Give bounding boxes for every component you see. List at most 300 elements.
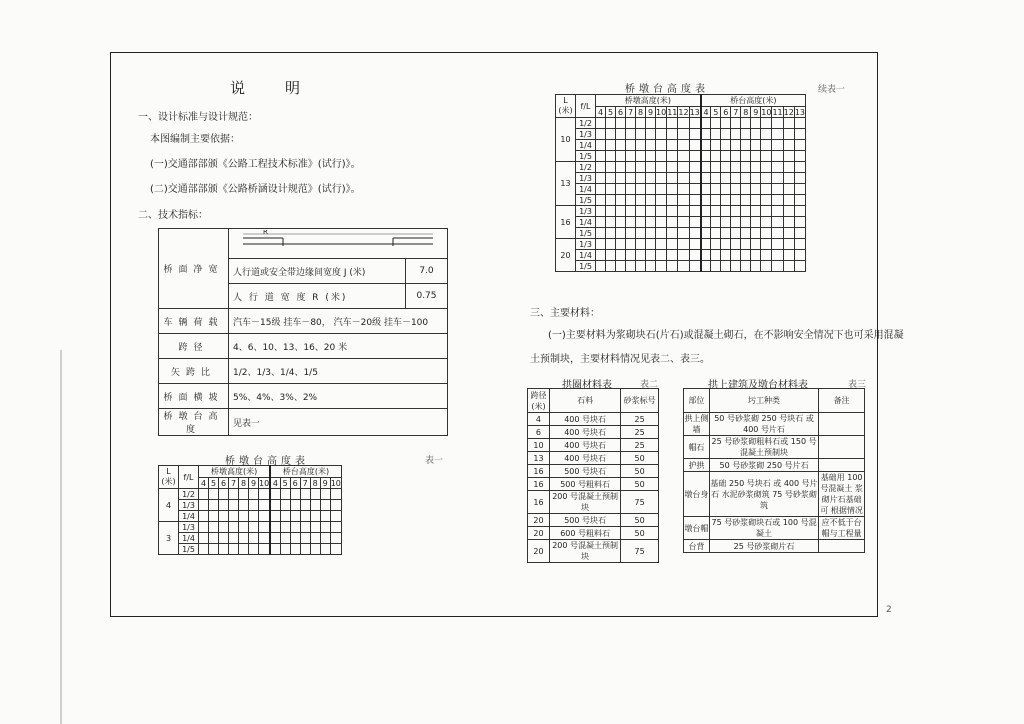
- grid-cell: [721, 129, 731, 140]
- grid-cell: [626, 195, 636, 206]
- grid-cell: [626, 118, 636, 129]
- tech-deck-width-sub2-value: 0.75: [406, 284, 448, 309]
- table-cell: 10: [528, 439, 550, 452]
- grid-cell: [701, 217, 711, 228]
- grid-cell: [239, 522, 249, 533]
- grid-cell: [711, 250, 721, 261]
- tech-label-load: 车辆荷载: [159, 309, 229, 334]
- table-cell: 75: [621, 540, 659, 563]
- grid-cell: [616, 162, 626, 173]
- grid-cell: [259, 489, 271, 500]
- grid-cell: [636, 140, 646, 151]
- tech-label-rise: 矢跨比: [159, 359, 229, 384]
- grid-cell: [678, 184, 689, 195]
- grid-cell: [280, 522, 290, 533]
- grid-ratio-cell: 1/2: [576, 162, 596, 173]
- grid-cell: [689, 217, 701, 228]
- grid-cell: [701, 162, 711, 173]
- grid-col-height: 13: [794, 107, 805, 117]
- grid-col-height: 10: [330, 478, 341, 488]
- table-cell: 25: [621, 413, 659, 426]
- grid-cell: [636, 129, 646, 140]
- grid-cell: [646, 228, 656, 239]
- table-row: [684, 459, 865, 472]
- grid-cell: [794, 140, 805, 151]
- grid-cell: [596, 206, 606, 217]
- table-cell: 50 号砂浆砌 250 号片石: [709, 459, 818, 472]
- grid-cell: [667, 195, 678, 206]
- grid-cell: [616, 206, 626, 217]
- table-row: [528, 413, 659, 426]
- grid-cell: [626, 184, 636, 195]
- grid-cell: [751, 250, 761, 261]
- grid-cell: [721, 239, 731, 250]
- grid-cell: [199, 522, 209, 533]
- grid-cell: [656, 173, 667, 184]
- grid-cell: [731, 250, 741, 261]
- grid-cell: [721, 151, 731, 162]
- grid-cell: [320, 544, 330, 555]
- tech-value-span: 4、6、10、13、16、20 米: [229, 334, 448, 359]
- grid-cell: [270, 500, 280, 511]
- grid-cell: [606, 184, 616, 195]
- grid-cell: [626, 217, 636, 228]
- grid-cell: [689, 228, 701, 239]
- grid-cell: [330, 511, 341, 522]
- grid-cell: [249, 544, 259, 555]
- grid-cell: [794, 118, 805, 129]
- grid-cell: [606, 217, 616, 228]
- table2-arch-materials: [527, 388, 659, 563]
- grid-cell: [636, 217, 646, 228]
- grid-cell: [636, 162, 646, 173]
- grid-col-height: 6: [721, 107, 731, 118]
- grid-ratio-cell: 1/5: [576, 261, 596, 272]
- grid-cell: [794, 206, 805, 217]
- grid-cell: [310, 489, 320, 500]
- grid-col-height: 5: [711, 107, 721, 118]
- grid-col-height: 5: [280, 478, 290, 489]
- grid-cell: [229, 522, 239, 533]
- grid-cell: [656, 118, 667, 129]
- grid-cell: [678, 261, 689, 272]
- grid-cell: [701, 118, 711, 129]
- table-cell: 拱上侧墙: [684, 414, 709, 434]
- table1-left-title: 桥墩台高度表: [225, 456, 309, 467]
- grid-cell: [772, 250, 783, 261]
- table-cell: 75: [621, 491, 659, 514]
- grid-cell: [667, 250, 678, 261]
- grid-ratio-cell: 1/5: [179, 544, 199, 555]
- grid-cell: [701, 228, 711, 239]
- grid-cell: [701, 195, 711, 206]
- grid-cell: [772, 129, 783, 140]
- grid-cell: [741, 195, 751, 206]
- grid-cell: [761, 206, 772, 217]
- grid-cell: [701, 151, 711, 162]
- grid-cell: [701, 239, 711, 250]
- grid-cell: [320, 511, 330, 522]
- table-row: [684, 472, 865, 517]
- table3-title: 拱上建筑及墩台材料表: [708, 380, 808, 391]
- section-3-para-b: 土预制块，主要材料情况见表二、表三。: [530, 354, 710, 365]
- grid-cell: [678, 173, 689, 184]
- grid-cell: [636, 250, 646, 261]
- grid-cell: [259, 533, 271, 544]
- grid-cell: [667, 162, 678, 173]
- table-cell: 25 号砂浆砌粗料石或 150 号混凝土预制块: [709, 436, 818, 459]
- grid-ratio-cell: 1/3: [576, 206, 596, 217]
- grid-col-height: 10: [656, 107, 667, 117]
- grid-cell: [667, 228, 678, 239]
- grid-cell: [310, 511, 320, 522]
- table-cell: 50 号砂浆砌 250 号块石 或 400 号片石: [709, 413, 818, 436]
- table-cell: 墩台帽: [684, 517, 710, 540]
- grid-cell: [751, 217, 761, 228]
- grid-cell: [596, 261, 606, 272]
- grid-cell: [783, 173, 794, 184]
- table-cell: 16: [528, 491, 550, 514]
- grid-cell: [741, 173, 751, 184]
- grid-cell: [646, 239, 656, 250]
- table1-left-grid: [158, 465, 342, 555]
- grid-header-ratio: f/L: [179, 466, 199, 489]
- grid-cell: [721, 206, 731, 217]
- grid-cell: [783, 195, 794, 206]
- table3-pier-materials: [683, 388, 865, 553]
- grid-cell: [249, 489, 259, 500]
- grid-cell: [616, 173, 626, 184]
- grid-cell: [616, 129, 626, 140]
- table-cell: [819, 413, 865, 436]
- table-cell: 500 号块石: [549, 465, 620, 478]
- grid-cell: [616, 228, 626, 239]
- grid-cell: [596, 173, 606, 184]
- grid-cell: [772, 261, 783, 272]
- grid-cell: [689, 162, 701, 173]
- grid-cell: [772, 118, 783, 129]
- grid-ratio-cell: 1/4: [576, 140, 596, 151]
- grid-cell: [721, 140, 731, 151]
- grid-cell: [636, 151, 646, 162]
- grid-cell: [741, 217, 751, 228]
- grid-cell: [656, 217, 667, 228]
- grid-cell: [689, 151, 701, 162]
- grid-cell: [741, 228, 751, 239]
- grid-cell: [772, 228, 783, 239]
- grid-cell: [656, 129, 667, 140]
- grid-cell: [751, 206, 761, 217]
- table-cell: 400 号块石: [549, 439, 620, 452]
- grid-cell: [772, 162, 783, 173]
- grid-cell: [606, 195, 616, 206]
- grid-cell: [616, 261, 626, 272]
- grid-cell: [290, 544, 300, 555]
- grid-cell: [310, 533, 320, 544]
- grid-cell: [783, 250, 794, 261]
- grid-cell: [646, 250, 656, 261]
- grid-cell: [701, 184, 711, 195]
- grid-cell: [656, 162, 667, 173]
- grid-cell: [711, 140, 721, 151]
- grid-cell: [731, 206, 741, 217]
- grid-cell: [741, 206, 751, 217]
- grid-cell: [656, 195, 667, 206]
- deck-cross-section-icon: [238, 230, 438, 254]
- section-3-heading: 三、主要材料：: [530, 308, 600, 319]
- table-header-cell: 部位: [684, 389, 710, 413]
- grid-cell: [783, 140, 794, 151]
- grid-cell: [270, 489, 280, 500]
- grid-cell: [761, 250, 772, 261]
- table-cell: 75 号砂浆砌块石或 100 号混凝土: [709, 517, 818, 540]
- grid-cell: [606, 151, 616, 162]
- grid-ratio-cell: 1/3: [179, 500, 199, 511]
- grid-cell: [731, 239, 741, 250]
- grid-cell: [229, 489, 239, 500]
- grid-header-abutment: 桥台高度(米): [701, 95, 806, 107]
- grid-cell: [689, 184, 701, 195]
- grid-col-height: 6: [616, 107, 626, 118]
- grid-col-height: 7: [229, 478, 239, 489]
- grid-cell: [330, 500, 341, 511]
- grid-cell: [689, 140, 701, 151]
- grid-cell: [199, 511, 209, 522]
- table1-right-tag: 续表一: [818, 85, 846, 95]
- grid-cell: [761, 228, 772, 239]
- grid-cell: [761, 140, 772, 151]
- tech-deck-width-sub2: 人 行 道 宽 度 R (米): [229, 284, 406, 309]
- grid-cell: [229, 544, 239, 555]
- grid-cell: [731, 173, 741, 184]
- grid-cell: [606, 140, 616, 151]
- grid-cell: [689, 118, 701, 129]
- grid-cell: [259, 500, 271, 511]
- grid-cell: [689, 250, 701, 261]
- table-row: [528, 540, 659, 563]
- grid-cell: [772, 184, 783, 195]
- grid-cell: [711, 162, 721, 173]
- grid-cell: [667, 151, 678, 162]
- grid-col-height: 8: [741, 107, 751, 118]
- grid-cell: [701, 140, 711, 151]
- grid-cell: [751, 239, 761, 250]
- grid-cell: [330, 544, 341, 555]
- grid-cell: [596, 184, 606, 195]
- grid-ratio-cell: 1/3: [576, 173, 596, 184]
- grid-cell: [626, 228, 636, 239]
- table-cell: 50: [621, 514, 659, 527]
- grid-col-height: 4: [596, 107, 606, 118]
- table-cell: 50: [621, 478, 659, 491]
- page-title: 说明: [229, 79, 340, 97]
- grid-cell: [689, 261, 701, 272]
- grid-cell: [667, 173, 678, 184]
- grid-span-cell: 20: [556, 239, 576, 272]
- grid-ratio-cell: 1/3: [576, 239, 596, 250]
- grid-cell: [731, 151, 741, 162]
- table-cell: 600 号粗料石: [549, 527, 620, 540]
- grid-cell: [606, 228, 616, 239]
- grid-cell: [646, 140, 656, 151]
- table-cell: 400 号块石: [549, 413, 620, 426]
- grid-cell: [751, 151, 761, 162]
- grid-cell: [219, 500, 229, 511]
- grid-cell: [783, 184, 794, 195]
- grid-cell: [772, 151, 783, 162]
- grid-cell: [606, 206, 616, 217]
- section-3-para-a: (一)主要材料为浆砌块石(片石)或混凝土砌石，在不影响安全情况下也可采用混凝: [548, 330, 904, 341]
- grid-cell: [751, 129, 761, 140]
- grid-cell: [616, 250, 626, 261]
- grid-cell: [689, 239, 701, 250]
- scan-edge-mark: [60, 350, 62, 724]
- grid-cell: [741, 162, 751, 173]
- grid-cell: [616, 184, 626, 195]
- grid-cell: [721, 173, 731, 184]
- grid-cell: [626, 239, 636, 250]
- table-row: [528, 465, 659, 478]
- grid-cell: [636, 184, 646, 195]
- grid-cell: [761, 129, 772, 140]
- grid-cell: [783, 151, 794, 162]
- grid-cell: [606, 261, 616, 272]
- table-cell: 基础 250 号块石 或 400 号片石 水泥砂浆砌筑 75 号砂浆砌筑: [709, 472, 818, 517]
- grid-col-height: 6: [219, 478, 229, 489]
- grid-cell: [678, 250, 689, 261]
- grid-cell: [616, 195, 626, 206]
- grid-ratio-cell: 1/3: [179, 522, 199, 533]
- grid-col-height: 10: [259, 478, 270, 488]
- tech-index-table: [158, 228, 448, 436]
- table-cell: 50: [621, 452, 659, 465]
- grid-cell: [783, 239, 794, 250]
- grid-cell: [219, 533, 229, 544]
- table-cell: 6: [528, 426, 550, 439]
- grid-col-height: 12: [783, 107, 794, 117]
- grid-cell: [270, 533, 280, 544]
- table-header-cell: 圬工种类: [709, 389, 818, 413]
- grid-cell: [270, 522, 280, 533]
- grid-cell: [689, 173, 701, 184]
- table-row: [684, 413, 865, 436]
- grid-cell: [721, 162, 731, 173]
- grid-cell: [783, 206, 794, 217]
- grid-cell: [721, 228, 731, 239]
- grid-cell: [300, 544, 310, 555]
- grid-cell: [711, 228, 721, 239]
- grid-cell: [626, 261, 636, 272]
- table-cell: [819, 459, 865, 472]
- grid-cell: [330, 522, 341, 533]
- table-cell: 25 号砂浆砌片石: [709, 540, 818, 553]
- grid-cell: [721, 217, 731, 228]
- grid-ratio-cell: 1/4: [576, 184, 596, 195]
- grid-cell: [794, 129, 805, 140]
- grid-cell: [741, 151, 751, 162]
- grid-cell: [772, 140, 783, 151]
- grid-cell: [731, 195, 741, 206]
- grid-cell: [259, 544, 271, 555]
- grid-cell: [751, 261, 761, 272]
- grid-cell: [794, 195, 805, 206]
- grid-col-height: 9: [646, 107, 656, 118]
- grid-cell: [783, 162, 794, 173]
- grid-col-height: 9: [249, 478, 259, 489]
- grid-cell: [280, 489, 290, 500]
- grid-cell: [678, 195, 689, 206]
- grid-cell: [606, 250, 616, 261]
- grid-cell: [678, 217, 689, 228]
- grid-cell: [636, 195, 646, 206]
- section-1-intro: 本图编制主要依据：: [150, 134, 240, 145]
- grid-col-height: 4: [270, 478, 280, 489]
- grid-cell: [656, 184, 667, 195]
- grid-cell: [772, 239, 783, 250]
- grid-cell: [656, 261, 667, 272]
- grid-cell: [300, 533, 310, 544]
- grid-cell: [701, 173, 711, 184]
- grid-cell: [209, 544, 219, 555]
- table-cell: 50: [621, 527, 659, 540]
- grid-ratio-cell: 1/5: [576, 195, 596, 206]
- grid-span-cell: 13: [556, 162, 576, 206]
- grid-span-cell: 10: [556, 118, 576, 162]
- grid-col-height: 12: [678, 107, 689, 117]
- grid-cell: [711, 206, 721, 217]
- grid-cell: [731, 118, 741, 129]
- grid-ratio-cell: 1/2: [179, 489, 199, 500]
- table-header-cell: 跨径(米): [528, 389, 550, 413]
- table-row: [684, 517, 865, 540]
- grid-cell: [711, 184, 721, 195]
- grid-cell: [270, 511, 280, 522]
- grid-cell: [711, 217, 721, 228]
- grid-cell: [626, 173, 636, 184]
- grid-cell: [320, 500, 330, 511]
- grid-cell: [239, 511, 249, 522]
- grid-cell: [761, 118, 772, 129]
- grid-cell: [199, 544, 209, 555]
- grid-cell: [656, 250, 667, 261]
- grid-cell: [280, 500, 290, 511]
- grid-cell: [229, 500, 239, 511]
- table-row: [528, 491, 659, 514]
- grid-header-span: L (米): [159, 466, 179, 489]
- grid-cell: [596, 151, 606, 162]
- grid-cell: [616, 151, 626, 162]
- grid-cell: [239, 489, 249, 500]
- grid-cell: [280, 533, 290, 544]
- grid-ratio-cell: 1/3: [576, 129, 596, 140]
- grid-cell: [741, 184, 751, 195]
- grid-cell: [667, 118, 678, 129]
- grid-cell: [300, 511, 310, 522]
- grid-cell: [731, 140, 741, 151]
- grid-col-height: 4: [701, 107, 711, 118]
- deck-section-diagram: [229, 229, 448, 259]
- grid-cell: [320, 533, 330, 544]
- table-cell: 13: [528, 452, 550, 465]
- table-cell: 护拱: [684, 459, 710, 472]
- grid-header-span: L (米): [556, 95, 576, 118]
- grid-cell: [667, 217, 678, 228]
- grid-cell: [721, 195, 731, 206]
- grid-cell: [656, 206, 667, 217]
- grid-cell: [761, 173, 772, 184]
- grid-cell: [741, 239, 751, 250]
- grid-col-height: 11: [772, 107, 783, 117]
